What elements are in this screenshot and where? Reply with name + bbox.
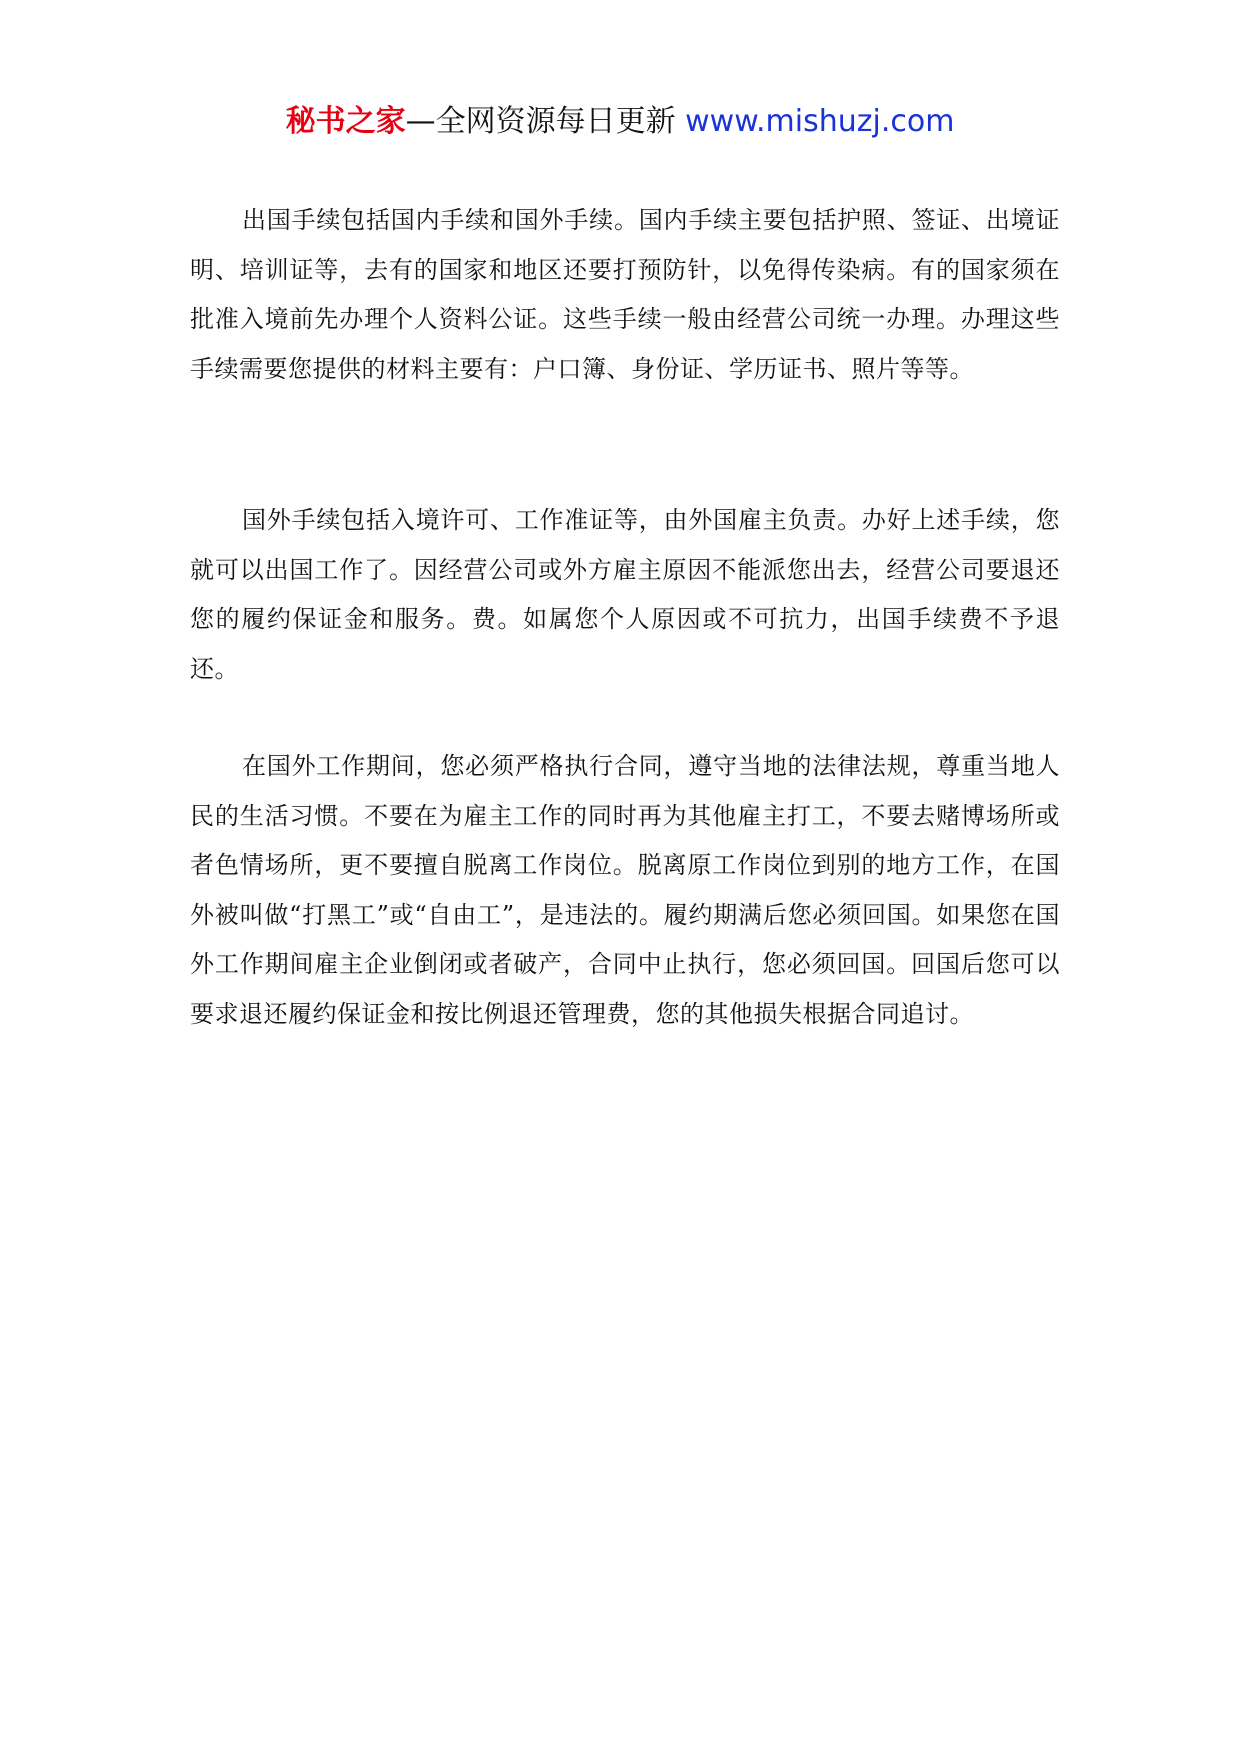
brand-name: 秘书之家 — [285, 104, 406, 139]
paragraph-spacer — [190, 694, 1060, 742]
document-body — [190, 196, 1060, 1039]
website-link[interactable]: www.mishuzj.com — [685, 104, 955, 139]
paragraph-spacer — [190, 394, 1060, 496]
page-header — [0, 100, 1240, 144]
paragraph-work-abroad-rules: 在国外工作期间，您必须严格执行合同，遵守当地的法律法规，尊重当地人民的生活习惯。不要在为雇主工作的同时再为其他雇主打工，不要去赌博场所或者色情场所，更不要擅自脱离工作岗位。脱离原工作岗位到别的地方工作，在国外被叫做“打黑工”或“自由工”，是违法的。履约期满后您必须回国。如果您在国外工作期间雇主企业倒闭或者破产，合同中止执行，您必须回国。回国后您可以要求退还履约保证金和按比例退还管理费，您的其他损失根据合同追讨。 — [190, 752, 1060, 1028]
paragraph-foreign-procedures: 国外手续包括入境许可、工作准证等，由外国雇主负责。办好上述手续，您就可以出国工作了。因经营公司或外方雇主原因不能派您出去，经营公司要退还您的履约保证金和服务。费。如属您个人原因或不可抗力，出国手续费不予退还。 — [190, 506, 1060, 683]
paragraph-domestic-procedures: 出国手续包括国内手续和国外手续。国内手续主要包括护照、签证、出境证明、培训证等，去有的国家和地区还要打预防针，以免得传染病。有的国家须在批准入境前先办理个人资料公证。这些手续一般由经营公司统一办理。办理这些手续需要您提供的材料主要有：户口簿、身份证、学历证书、照片等等。 — [190, 206, 1060, 383]
header-slogan: —全网资源每日更新 — [405, 104, 676, 139]
